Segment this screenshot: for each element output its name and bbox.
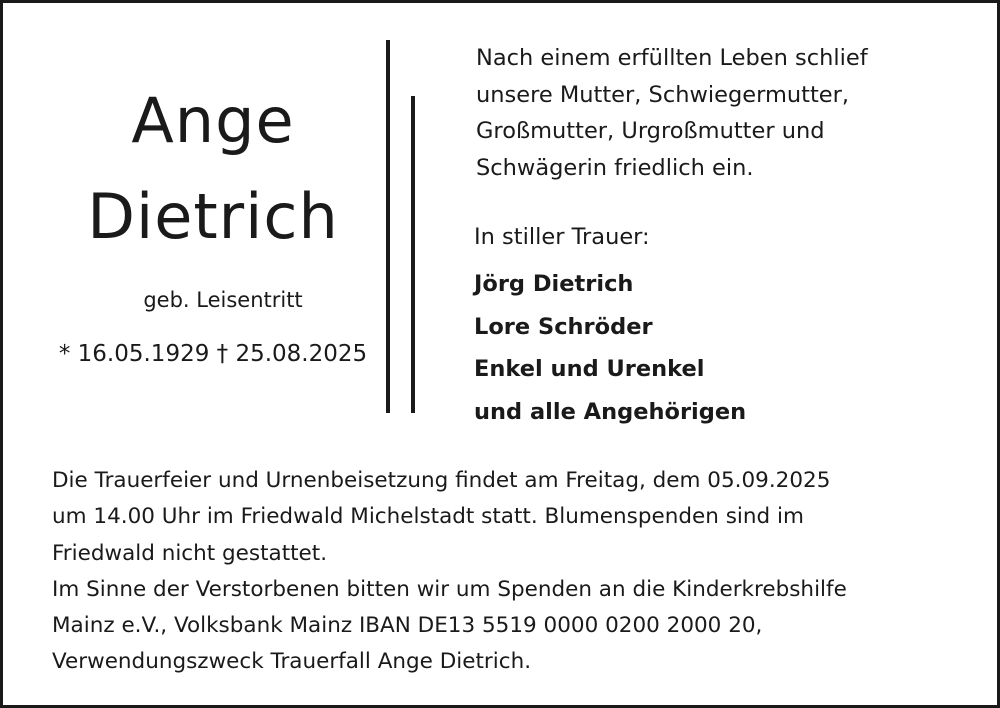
deceased-last-name: Dietrich — [87, 180, 339, 253]
announcement-text — [476, 40, 986, 186]
mourning-label: In stiller Trauer: — [474, 224, 650, 250]
announcement-line: Nach einem erfüllten Leben schlief — [476, 45, 868, 71]
deceased-dates: * 16.05.1929 † 25.08.2025 — [58, 341, 368, 367]
announcement-line: Schwägerin friedlich ein. — [476, 154, 754, 181]
mourner-name: Lore Schröder — [474, 313, 653, 340]
deceased-first-name: Ange — [131, 84, 295, 157]
details-line: Mainz e.V., Volksbank Mainz IBAN DE13 5519 0000 0200 2000 20, — [52, 613, 763, 639]
funeral-details — [52, 463, 982, 681]
mourner-name: Enkel und Urenkel — [474, 356, 705, 382]
divider-line-short — [411, 96, 415, 413]
mourners-list — [474, 263, 984, 433]
divider-line-long — [386, 40, 390, 413]
details-line: Im Sinne der Verstorbenen bitten wir um Spenden an die Kinderkrebshilfe — [52, 576, 847, 602]
announcement-line: unsere Mutter, Schwiegermutter, — [476, 81, 850, 108]
mourner-name: Jörg Dietrich — [474, 271, 634, 297]
details-line: Friedwald nicht gestattet. — [52, 540, 328, 566]
details-line: Die Trauerfeier und Urnenbeisetzung findet am Freitag, dem 05.09.2025 — [52, 468, 831, 493]
deceased-birth-name: geb. Leisentritt — [143, 288, 303, 312]
details-line: um 14.00 Uhr im Friedwald Michelstadt statt. Blumenspenden sind im — [52, 504, 804, 530]
details-line: Verwendungszweck Trauerfall Ange Dietrich. — [52, 649, 532, 675]
announcement-line: Großmutter, Urgroßmutter und — [476, 118, 825, 144]
mourner-name: und alle Angehörigen — [474, 398, 747, 425]
